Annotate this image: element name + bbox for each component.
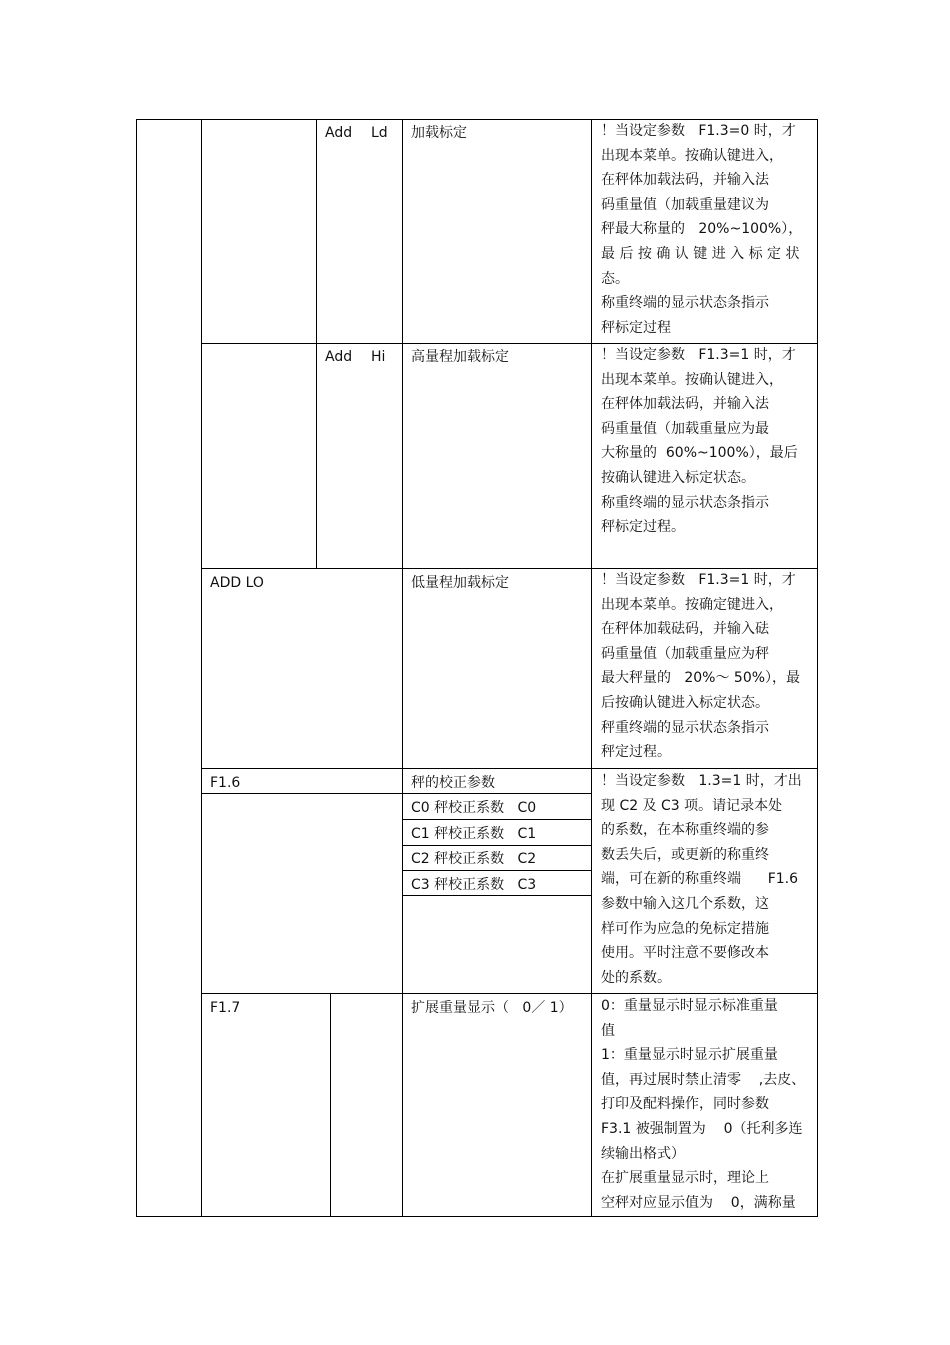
row-code-b: Hi	[371, 349, 386, 365]
row-code-a: Add	[325, 349, 353, 365]
row-name: 低量程加载标定	[411, 575, 509, 591]
row-code: F1.6	[210, 775, 241, 791]
sub-parameter: C1 秤校正系数 C1	[411, 826, 537, 842]
row-code: ADD LO	[210, 575, 264, 591]
row-code: F1.7	[210, 1000, 241, 1016]
sub-parameter: C2 秤校正系数 C2	[411, 851, 537, 867]
row-code-b: Ld	[371, 125, 388, 141]
row-name: 扩展重量显示（ 0／ 1）	[411, 1000, 573, 1016]
row-name: 高量程加载标定	[411, 349, 509, 365]
document-page: Add Ld 加载标定 ！当设定参数 F1.3=0 时，才 出现本菜单。按确认键进入， 在秤体加载法码，并输入法 码重量值（加载重量建议为 秤最大称量的 20%~100%）， 最 后 按 确 认 键 进 入 标 定 状 态。 称重终端的显示状态条指示 秤标定过程 Add Hi 高量程加载标定 ！当设定参数 F1.3=1 时，才 出现本菜单。按确认键进入， 在秤体加载法码，并输入法 码重量值（加载重量应为最 大称量的 60%~100%），最后 按确认键进入标定状态。 称重终端的显示状态条指示 秤标定过程。 ADD LO 低量程加载标定 ！当设定参数 F1.3=1 时，才 出现本菜单。按确定键进入， 在秤体加载砝码，并输入砝 码重量值（加载重量应为秤 最大秤量的 20%～ 50%），最 后按确认键进入标定状态。 秤重终端的显示状态条指示 秤定过程。 F1.6 秤的校正参数 C0 秤校正系数 C0 C1 秤校正系数 C1 C2 秤校正系数 C2 C3 秤校正系数 C3 ！当设定参数 1.3=1 时，才出 现 C2 及 C3 项。请记录本处 的系数，在本称重终端的参 数丢失后，或更新的称重终 端，可在新的称重终端 F1.6 参数中输入这几个系数，这 样可作为应急的免标定措施 使用。平时注意不要修改本 处的系数。 F1.7 扩展重量显示（ 0／ 1） 0：重量显示时显示标准重量 值 1：重量显示时显示扩展重量 值，再过展时禁止清零 ,去皮、 打印及配料操作，同时参数 F3.1 被强制置为 0（托利多连 续输出格式） 在扩展重量显示时，理论上 空秤对应显示值为 0，满称量	[0, 0, 950, 1345]
row-code-a: Add	[325, 125, 353, 141]
row-name: 秤的校正参数	[411, 775, 495, 791]
row-name: 加载标定	[411, 125, 467, 141]
sub-parameter: C3 秤校正系数 C3	[411, 877, 537, 893]
sub-parameter: C0 秤校正系数 C0	[411, 800, 537, 816]
